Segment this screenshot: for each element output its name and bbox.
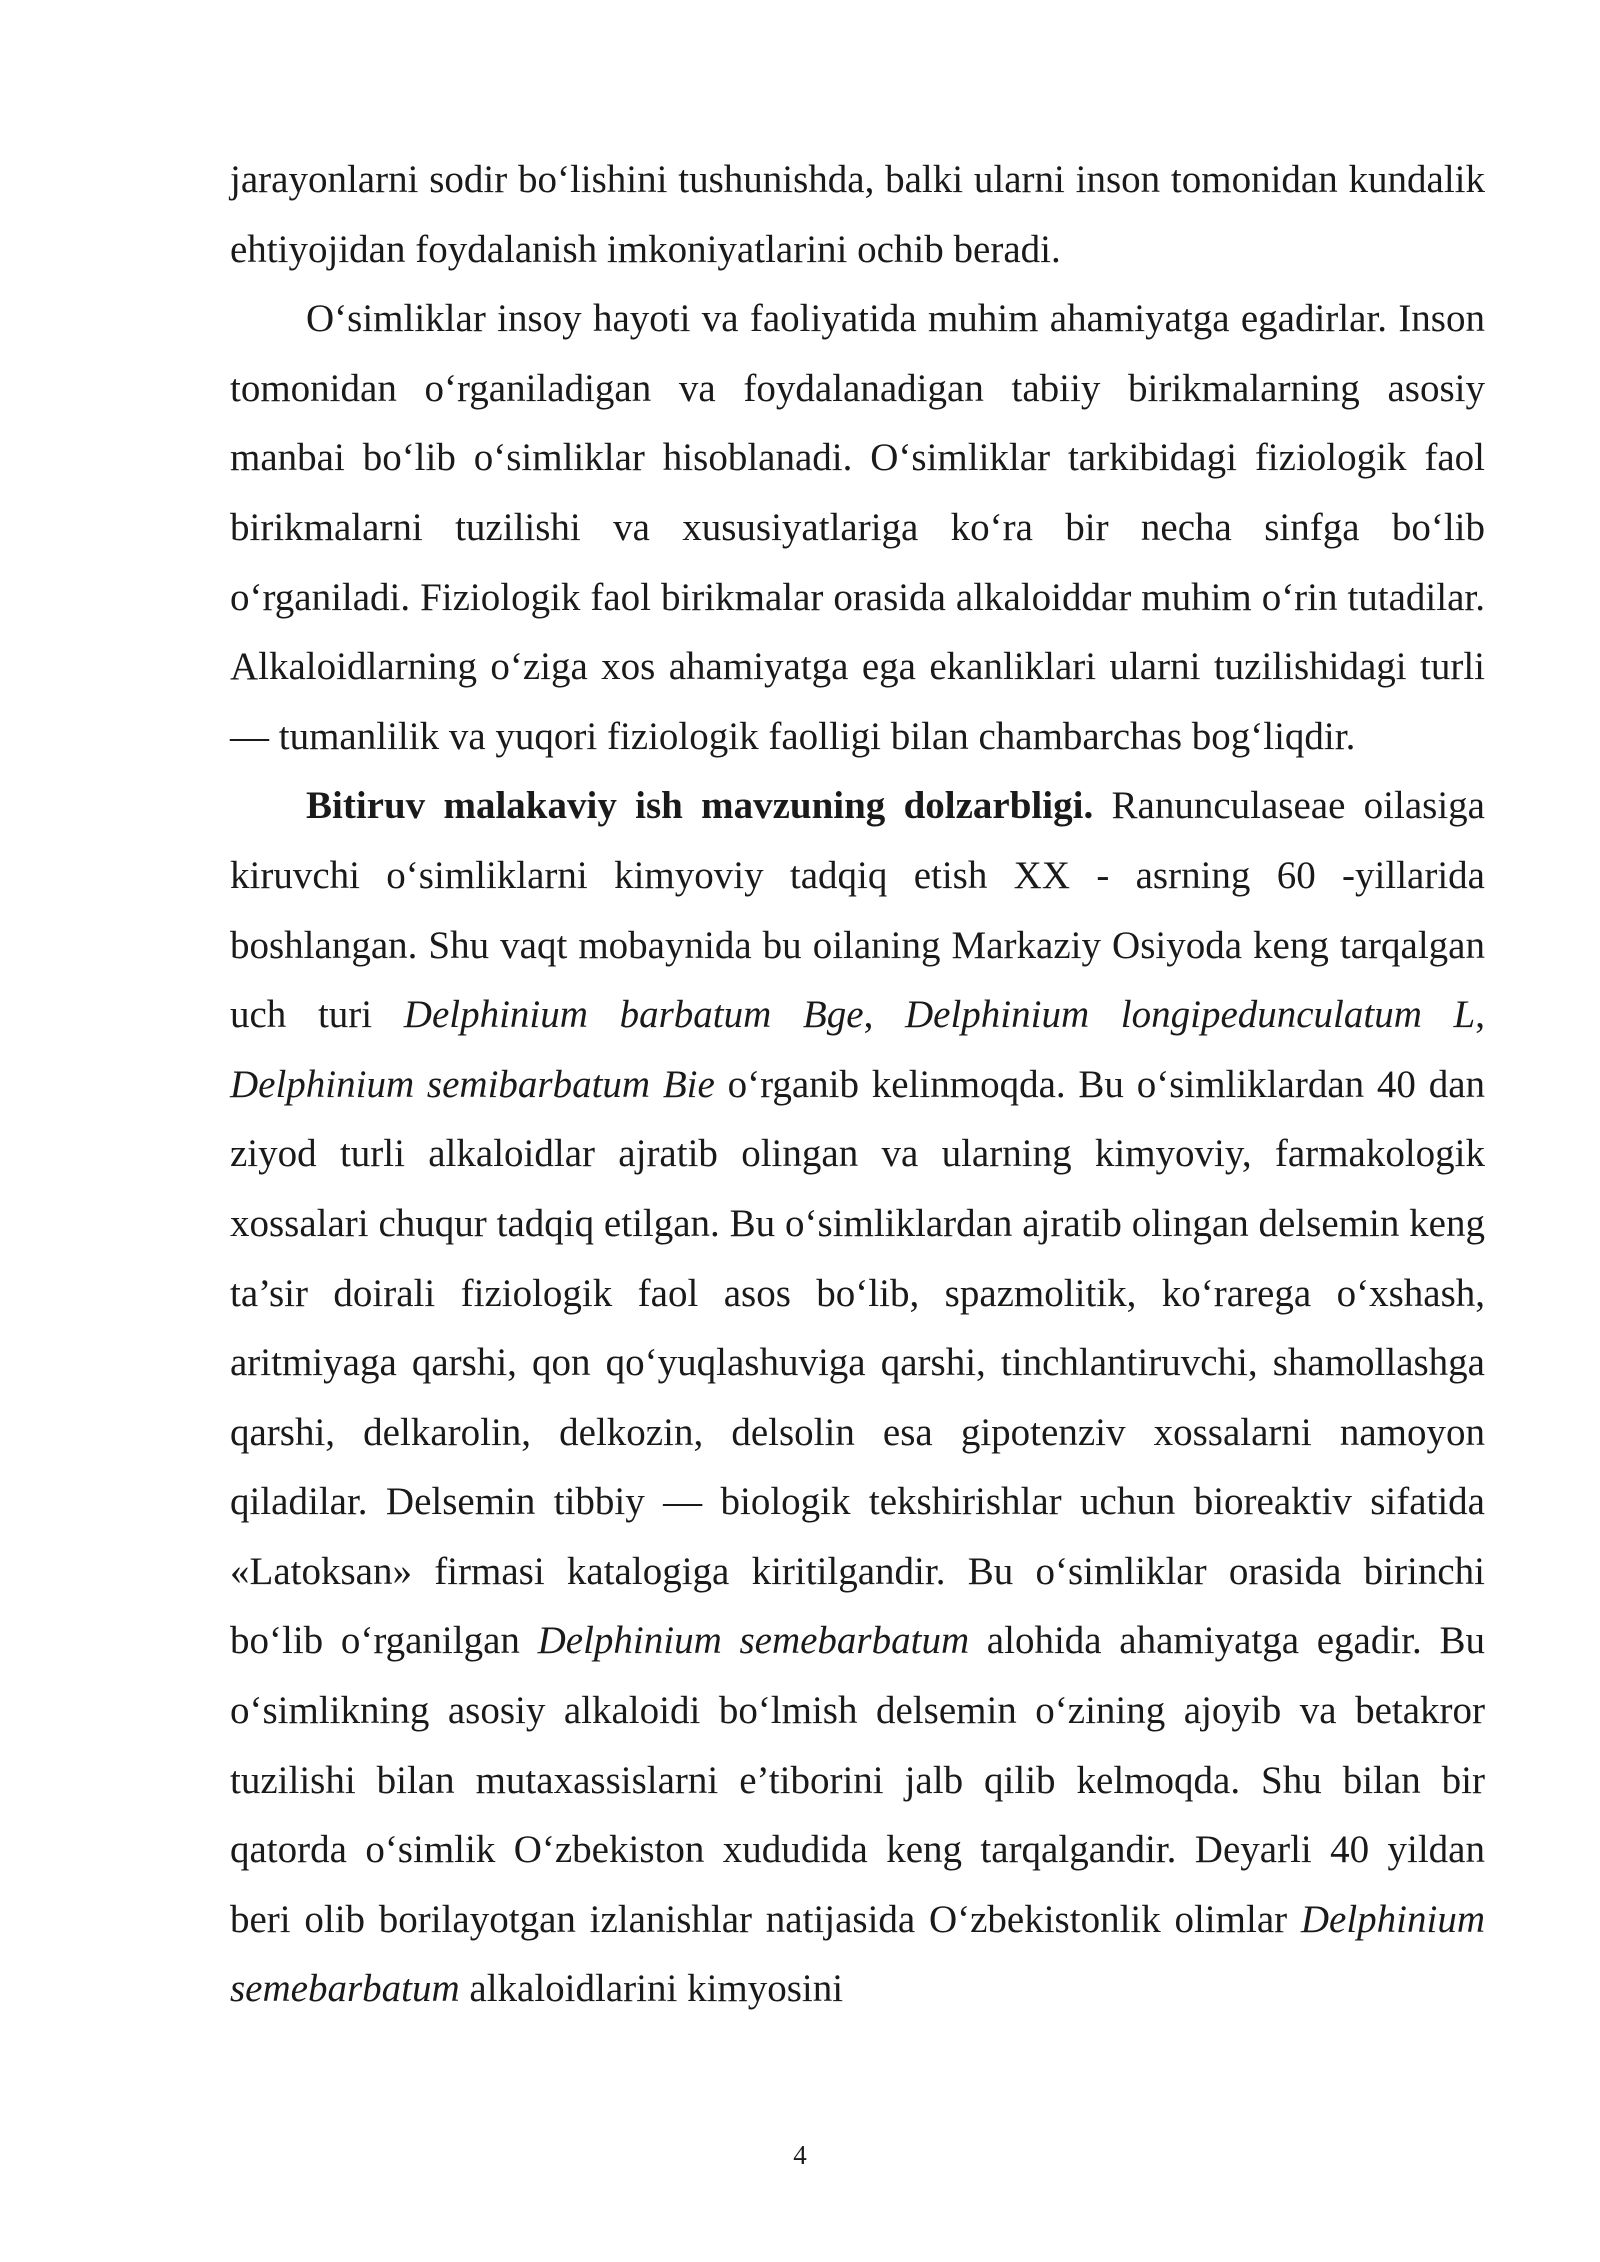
species-name: Delphinium semebarbatum (230, 1897, 1485, 2011)
species-name: Delphinium semebarbatum (537, 1619, 970, 1663)
section-heading-relevance: Bitiruv malakaviy ish mavzuning dolzarbligi. (306, 784, 1094, 828)
text-run: , (1475, 993, 1485, 1037)
paragraph-continuation: jarayonlarni sodir bo‘lishini tushunishda, balki ularni inson tomonidan kundalik ehtiyojidan foydalanish imkoniyatlarini ochib beradi. (230, 158, 1485, 271)
text-run: o‘rganib kelinmoqda. Bu o‘simliklardan 40 dan ziyod turli alkaloidlar ajratib olingan va ularning kimyoviy, farmakologik xossalari chuqur tadqiq etilgan. Bu o‘simliklardan ajratib olingan delsemin keng ta’sir doirali fiziologik faol asos bo‘lib, spazmolitik, ko‘rarega o‘xshash, aritmiyaga qarshi, qon qo‘yuqlashuviga qarshi, tinchlantiruvchi, shamollashga qarshi, delkarolin, delkozin, delsolin esa gipotenziv xossalarni namoyon qiladilar. Delsemin tibbiy — biologik tekshirishlar uchun bioreaktiv sifatida «Latoksan» firmasi katalogiga kiritilgandir. Bu o‘simliklar orasida birinchi bo‘lib o‘rganilgan (230, 1062, 1485, 1663)
text-run: alohida ahamiyatga egadir. Bu o‘simlikning asosiy alkaloidi bo‘lmish delsemin o‘zining ajoyib va betakror tuzilishi bilan mutaxassislarni e’tiborini jalb qilib kelmoqda. Shu bilan bir qatorda o‘simlik O‘zbekiston xududida keng tarqalgandir. Deyarli 40 yildan beri olib borilayotgan izlanishlar natijasida O‘zbekistonlik olimlar (230, 1619, 1485, 1941)
document-page (230, 145, 1485, 2024)
species-name: Delphinium barbatum Bge (403, 993, 864, 1037)
species-name: Delphinium longipedunculatum L (904, 993, 1476, 1037)
text-run: , (863, 993, 905, 1037)
paragraph-plants-importance: O‘simliklar insoy hayoti va faoliyatida muhim ahamiyatga egadirlar. Inson tomonidan o‘rganiladigan va foydalanadigan tabiiy birikmalarning asosiy manbai bo‘lib o‘simliklar hisoblanadi. O‘simliklar tarkibidagi fiziologik faol birikmalarni tuzilishi va xususiyatlariga ko‘ra bir necha sinfga bo‘lib o‘rganiladi. Fiziologik faol birikmalar orasida alkaloiddar muhim o‘rin tutadilar. Alkaloidlarning o‘ziga xos ahamiyatga ega ekanliklari ularni tuzilishidagi turli — tumanlilik va yuqori fiziologik faolligi bilan chambarchas bog‘liqdir. (230, 297, 1485, 758)
text-run: Ranunculaseae oilasiga kiruvchi o‘simliklarni kimyoviy tadqiq etish XX - asrning 60 -yillarida boshlangan. Shu vaqt mobaynida bu oilaning Markaziy Osiyoda keng tarqalgan uch turi (230, 784, 1485, 1037)
page-number: 4 (793, 2140, 807, 2170)
paragraph-topic-relevance (230, 771, 1485, 2024)
text-run: alkaloidlarini kimyosini (459, 1967, 844, 2011)
species-name: Delphinium semibarbatum Bie (230, 1062, 715, 1106)
